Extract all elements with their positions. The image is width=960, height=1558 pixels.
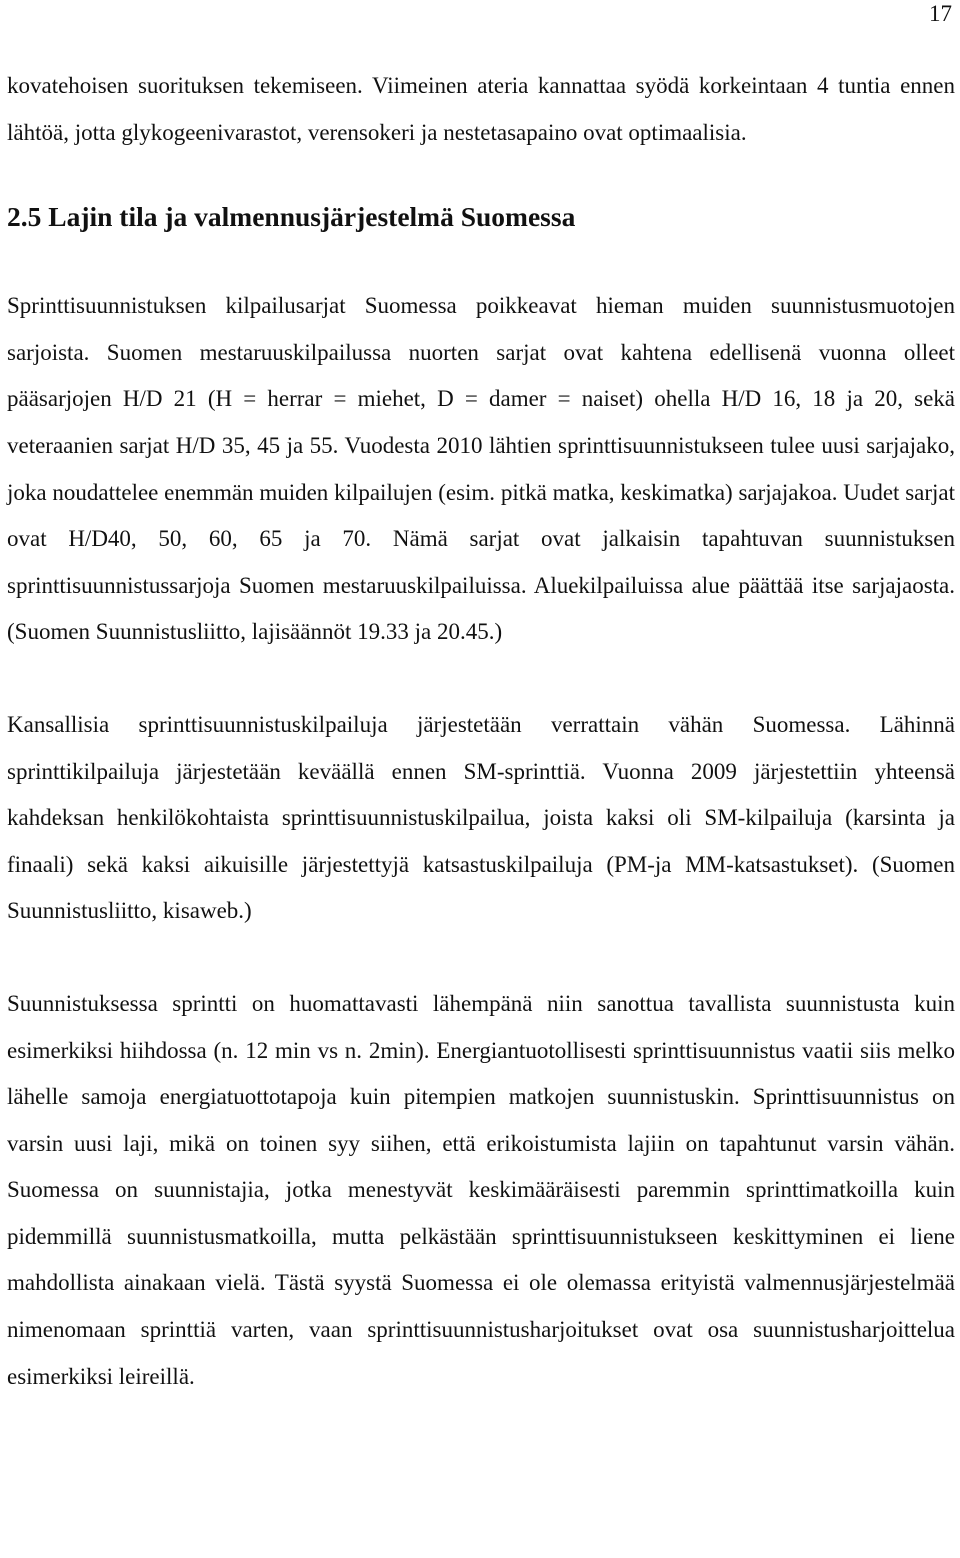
- continuation-paragraph: kovatehoisen suorituksen tekemiseen. Viimeinen ateria kannattaa syödä korkeintaan 4 tuntia ennen lähtöä, jotta glykogeenivarastot, verensokeri ja nestetasapaino ovat optimaalisia.: [7, 73, 955, 145]
- document-body: [7, 63, 955, 1400]
- paragraph-sprint-training: Suunnistuksessa sprintti on huomattavasti lähempänä niin sanottua tavallista suunnistusta kuin esimerkiksi hiihdossa (n. 12 min vs n. 2min). Energiantuotollisesti sprinttisuunnistus vaatii siis melko lähelle samoja energiatuottotapoja kuin pitempien matkojen suunnistuskin. Sprinttisuunnistus on varsin uusi laji, mikä on toinen syy siihen, että erikoistumista lajiin on tapahtunut varsin vähän. Suomessa on suunnistajia, jotka menestyvät keskimääräisesti paremmin sprinttimatkoilla kuin pidemmillä suunnistusmatkoilla, mutta pelkästään sprinttisuunnistukseen keskittyminen ei liene mahdollista ainakaan vielä. Tästä syystä Suomessa ei ole olemassa erityistä valmennusjärjestelmää nimenomaan sprinttiä varten, vaan sprinttisuunnistusharjoitukset ovat osa suunnistusharjoittelua esimerkiksi leireillä.: [7, 990, 955, 1389]
- paragraph-national-competitions: Kansallisia sprinttisuunnistuskilpailuja järjestetään verrattain vähän Suomessa. Lähinnä sprinttikilpailuja järjestetään keväällä ennen SM-sprinttiä. Vuonna 2009 järjestettiin yhteensä kahdeksan henkilökohtaista sprinttisuunnistuskilpailua, joista kaksi oli SM-kilpailuja (karsinta ja finaali) sekä kaksi aikuisille järjestettyjä katsastuskilpailuja (PM-ja MM-katsastukset). (Suomen Suunnistusliitto, kisaweb.): [7, 711, 955, 924]
- page-number: 17: [929, 1, 952, 26]
- paragraph-competition-classes: Sprinttisuunnistuksen kilpailusarjat Suomessa poikkeavat hieman muiden suunnistusmuotojen sarjoista. Suomen mestaruuskilpailussa nuorten sarjat ovat kahtena edellisenä vuonna olleet pääsarjojen H/D 21 (H = herrar = miehet, D = damer = naiset) ohella H/D 16, 18 ja 20, sekä veteraanien sarjat H/D 35, 45 ja 55. Vuodesta 2010 lähtien sprinttisuunnistukseen tulee uusi sarjajako, joka noudattelee enemmän muiden kilpailujen (esim. pitkä matka, keskimatka) sarjajakoa. Uudet sarjat ovat H/D40, 50, 60, 65 ja 70. Nämä sarjat ovat jalkaisin tapahtuvan suunnistuksen sprinttisuunnistussarjoja Suomen mestaruuskilpailuissa. Aluekilpailuissa alue päättää itse sarjajaosta. (Suomen Suunnistusliitto, lajisäännöt 19.33 ja 20.45.): [7, 293, 955, 645]
- section-heading: 2.5 Lajin tila ja valmennusjärjestelmä Suomessa: [7, 201, 576, 233]
